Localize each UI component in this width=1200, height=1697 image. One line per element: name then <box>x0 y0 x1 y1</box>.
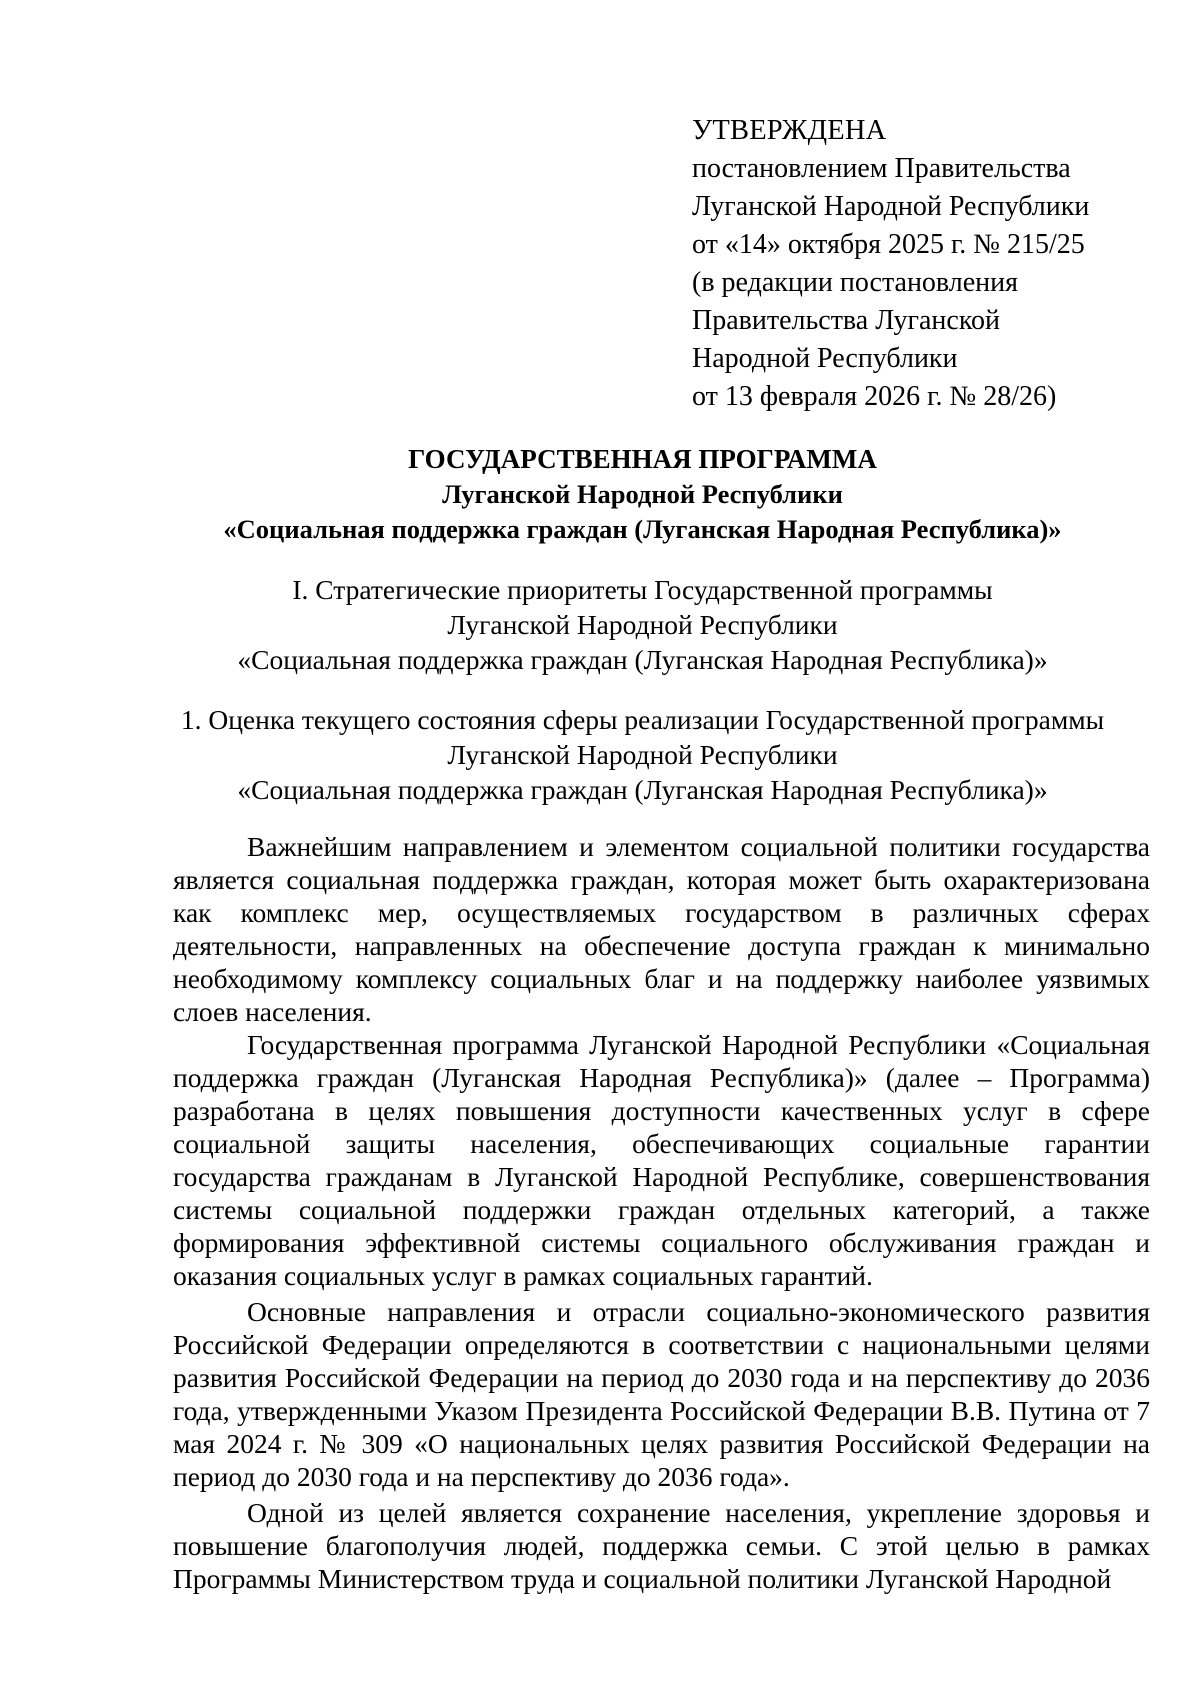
approval-line: Луганской Народной Республики <box>692 191 1090 222</box>
section-heading-line: Луганской Народной Республики <box>447 609 838 640</box>
paragraph: Важнейшим направлением и элементом социальной политики государства является социальная поддержка граждан, которая может быть охарактеризована как комплекс мер, осуществляемых государством в различных сферах деятельности, направленных на обеспечение доступа граждан к минимально необходимому комплексу социальных благ и на поддержку наиболее уязвимых слоев населения. <box>173 831 1150 1027</box>
section-heading-line: I. Стратегические приоритеты Государственной программы <box>292 574 993 605</box>
paragraph: Государственная программа Луганской Народной Республики «Социальная поддержка граждан (Луганская Народная Республика)» (далее – Программа) разработана в целях повышения доступности качественных услуг в сфере социальной защиты населения, обеспечивающих социальные гарантии государства гражданам в Луганской Народной Республике, совершенствования системы социальной поддержки граждан отдельных категорий, а также формирования эффективной системы социального обслуживания граждан и оказания социальных услуг в рамках социальных гарантий. <box>173 1029 1150 1291</box>
subsection-heading-line: «Социальная поддержка граждан (Луганская Народная Республика)» <box>237 774 1048 805</box>
subsection-heading-current-state <box>160 702 1125 807</box>
approval-line: от 13 февраля 2026 г. № 28/26) <box>692 381 1057 412</box>
program-title-line: ГОСУДАРСТВЕННАЯ ПРОГРАММА <box>408 444 877 474</box>
section-heading-strategic-priorities <box>160 572 1125 677</box>
subsection-heading-line: Луганской Народной Республики <box>447 739 838 770</box>
body-text <box>173 830 1150 1595</box>
paragraph: Основные направления и отрасли социально-экономического развития Российской Федерации определяются в соответствии с национальными целями развития Российской Федерации на период до 2030 года и на перспективу до 2036 года, утвержденными Указом Президента Российской Федерации В.В. Путина от 7 мая 2024 г. № 309 «О национальных целях развития Российской Федерации на период до 2030 года и на перспективу до 2036 года». <box>173 1296 1150 1492</box>
section-heading-line: «Социальная поддержка граждан (Луганская Народная Республика)» <box>237 644 1048 675</box>
subsection-heading-line: 1. Оценка текущего состояния сферы реализации Государственной программы <box>180 704 1105 735</box>
approval-line: Народной Республики <box>692 343 958 374</box>
program-title-line: «Социальная поддержка граждан (Луганская Народная Республика)» <box>223 514 1062 544</box>
program-title-line: Луганской Народной Республики <box>442 479 843 509</box>
approval-line: постановлением Правительства <box>692 153 1071 184</box>
approval-line: Правительства Луганской <box>692 305 1000 336</box>
approval-line: (в редакции постановления <box>692 267 1019 298</box>
program-title <box>160 442 1125 547</box>
approval-line: от «14» октября 2025 г. № 215/25 <box>692 229 1085 260</box>
approval-stamp-block <box>692 112 1162 416</box>
paragraph: Одной из целей является сохранение населения, укрепление здоровья и повышение благополучия людей, поддержка семьи. С этой целью в рамках Программы Министерством труда и социальной политики Луганской Народной <box>173 1497 1150 1594</box>
approval-heading: УТВЕРЖДЕНА <box>692 115 887 146</box>
